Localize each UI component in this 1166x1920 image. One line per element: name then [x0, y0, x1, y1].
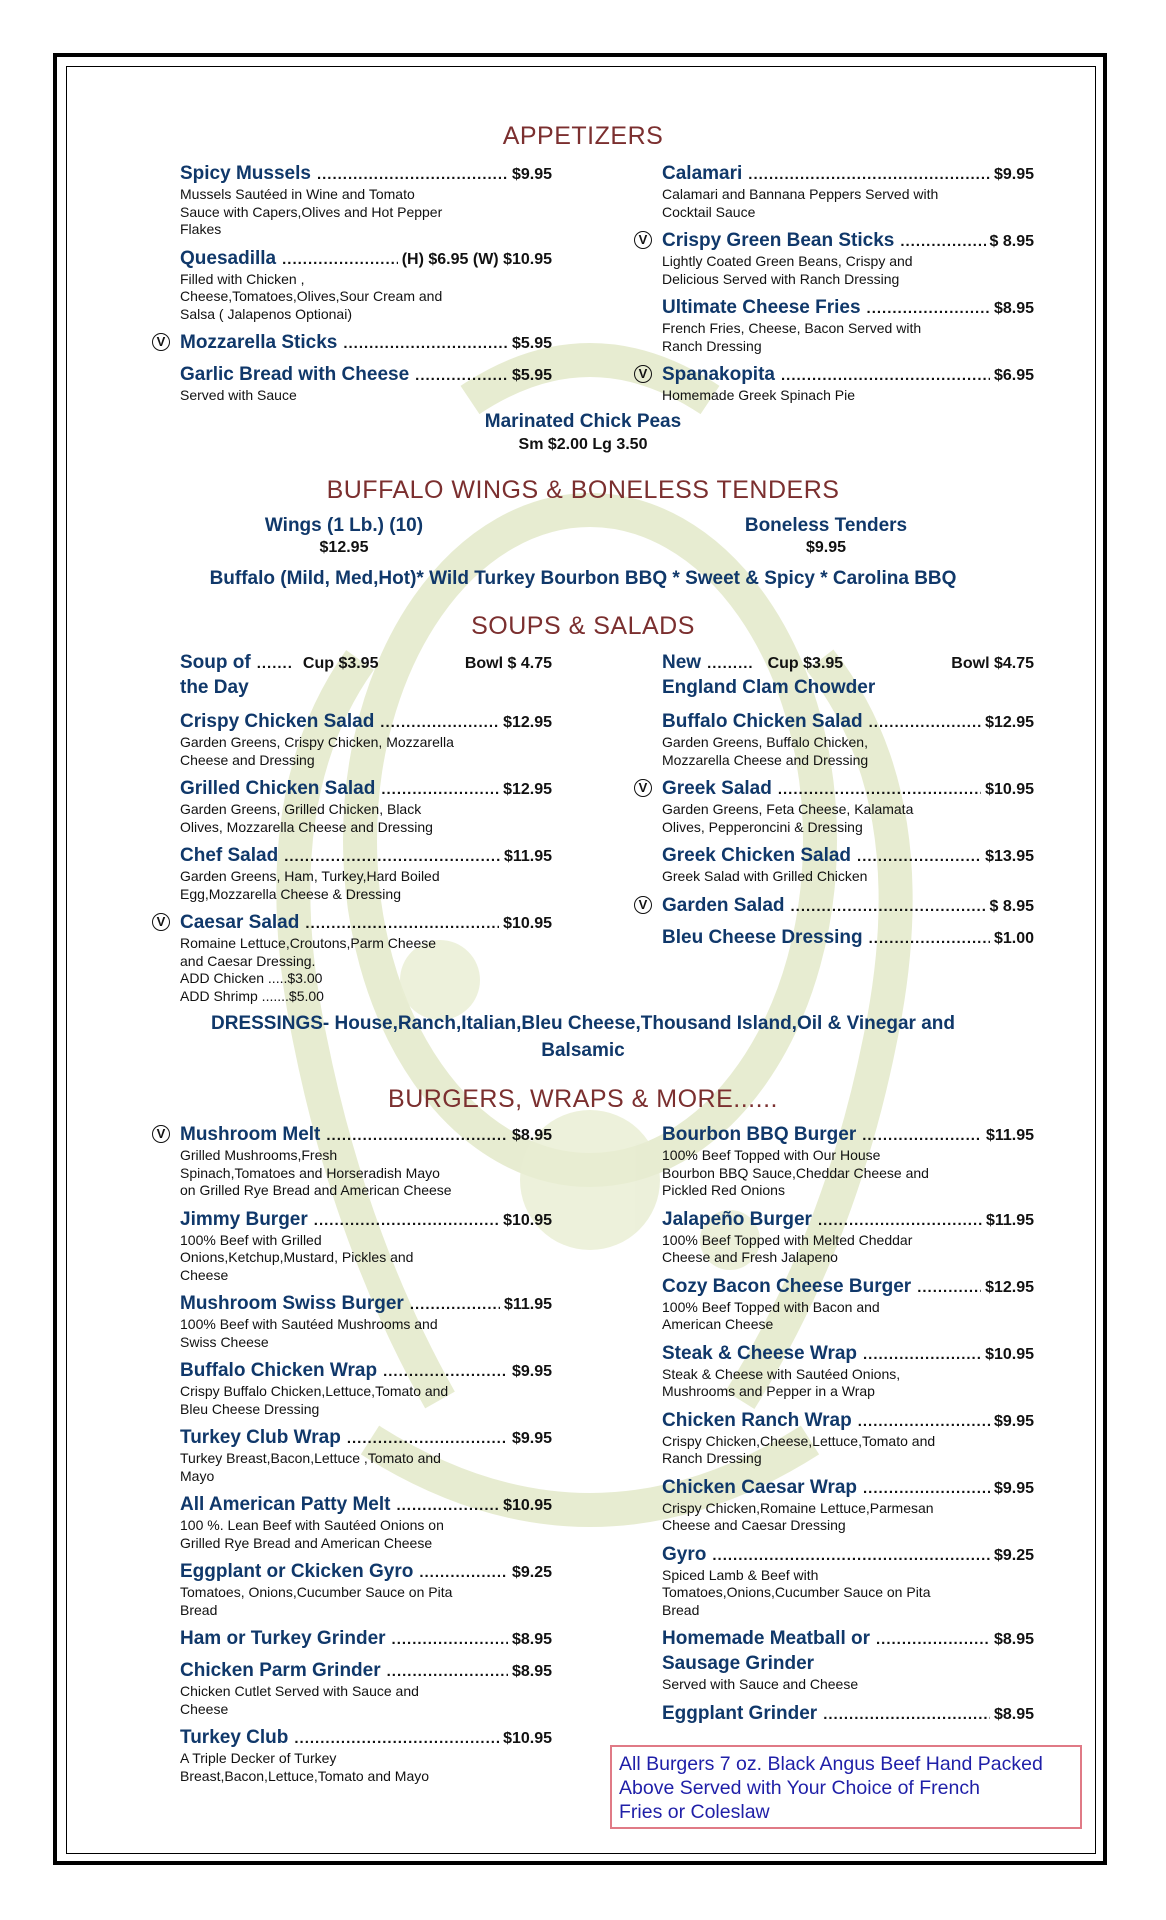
item-price: $9.25 — [993, 1546, 1034, 1564]
menu-item — [180, 711, 552, 769]
item-price: $11.95 — [503, 848, 552, 865]
item-name: Buffalo Chicken Salad — [662, 711, 863, 732]
menu-item — [662, 1343, 1034, 1401]
dot-leader — [282, 249, 398, 271]
item-name: Ultimate Cheese Fries — [662, 297, 861, 318]
item-description: Grilled Mushrooms,Fresh — [180, 1147, 338, 1163]
item-name: Gyro — [662, 1543, 707, 1565]
vegetarian-icon: V — [634, 779, 652, 797]
item-price: $11.95 — [503, 1296, 552, 1313]
wings-name: Wings (1 Lb.) (10) — [264, 515, 424, 536]
item-name: Garlic Bread with Cheese — [180, 364, 410, 385]
item-price: $10.95 — [985, 781, 1034, 798]
item-description: Swiss Cheese — [180, 1333, 269, 1350]
menu-item — [156, 912, 552, 1005]
menu-item — [638, 230, 1034, 288]
dot-leader — [294, 1728, 499, 1750]
item-name: Quesadilla — [180, 247, 277, 269]
item-description: Sauce with Capers,Olives and Hot Pepper — [180, 203, 443, 220]
menu-item — [662, 927, 1034, 950]
dot-leader — [347, 1428, 508, 1450]
item-price: $9.25 — [511, 1564, 552, 1581]
dot-leader — [383, 1361, 508, 1383]
item-price: $ 8.95 — [989, 233, 1034, 250]
item-description: 100% Beef with Sautéed Mushrooms and — [180, 1316, 438, 1332]
vegetarian-icon: V — [634, 365, 652, 383]
item-price: $9.95 — [511, 1430, 552, 1447]
item-description: Crispy Buffalo Chicken,Lettuce,Tomato and — [180, 1383, 449, 1399]
menu-item — [662, 1124, 1034, 1200]
item-description: Served with Sauce and Cheese — [662, 1676, 859, 1692]
dot-leader — [917, 1277, 981, 1299]
item-price: $8.95 — [511, 1631, 552, 1648]
item-name: Bleu Cheese Dressing — [662, 926, 863, 948]
item-name: Greek Salad — [662, 778, 772, 799]
chowder-name: New — [662, 652, 702, 673]
item-price: $12.95 — [503, 781, 552, 798]
burger-note-line-2: Above Served with Your Choice of French — [619, 1777, 980, 1799]
item-price: $9.95 — [993, 166, 1034, 183]
item-price: $12.95 — [985, 714, 1034, 731]
item-name: Eggplant Grinder — [662, 1702, 818, 1724]
item-description: Tomatoes, Onions,Cucumber Sauce on Pita — [180, 1584, 453, 1600]
item-name: Turkey Club — [180, 1727, 289, 1748]
menu-item — [662, 1410, 1034, 1468]
dot-leader — [869, 712, 981, 734]
soup-of-the-day: Soup of ....... Cup $3.95 Bowl $ 4.75 the Day — [180, 652, 552, 698]
menu-item — [662, 1209, 1034, 1267]
item-description: A Triple Decker of Turkey — [180, 1750, 337, 1766]
menu-item — [180, 1360, 552, 1418]
item-name: Crispy Chicken Salad — [180, 711, 375, 732]
item-name: Chicken Ranch Wrap — [662, 1409, 852, 1431]
item-name: Eggplant or Ckicken Gyro — [180, 1561, 414, 1582]
item-price: $8.95 — [993, 300, 1034, 317]
item-description: 100% Beef Topped with Melted Cheddar — [662, 1231, 913, 1248]
dot-leader — [857, 846, 981, 868]
dot-leader — [410, 1294, 500, 1316]
item-name: Mushroom Melt — [180, 1124, 321, 1145]
item-price: $9.95 — [993, 1412, 1034, 1430]
menu-item — [662, 1477, 1034, 1535]
item-description: Chicken Cutlet Served with Sauce and — [180, 1683, 419, 1699]
item-name: Turkey Club Wrap — [180, 1427, 341, 1448]
item-price: $10.95 — [503, 915, 552, 932]
item-description: Spinach,Tomatoes and Horseradish Mayo — [180, 1164, 440, 1181]
menu-item — [662, 1703, 1034, 1726]
item-price: $ 8.95 — [989, 897, 1034, 915]
item-price: $10.95 — [503, 1730, 552, 1747]
tenders-price: $9.95 — [805, 539, 847, 556]
menu-item — [180, 845, 552, 903]
item-price: $8.95 — [993, 1705, 1034, 1723]
item-description: Pickled Red Onions — [662, 1182, 785, 1198]
burgers-left-column — [156, 1124, 552, 1794]
item-price: $5.95 — [511, 367, 552, 384]
menu-item — [180, 778, 552, 836]
dot-leader — [419, 1562, 508, 1584]
section-title-appetizers: APPETIZERS — [502, 122, 664, 150]
dot-leader — [326, 1125, 508, 1147]
item-price: $8.95 — [993, 1631, 1034, 1648]
item-description: Lightly Coated Green Beans, Crispy and — [662, 253, 913, 269]
appetizers-left-column — [156, 163, 552, 414]
item-description: Turkey Breast,Bacon,Lettuce ,Tomato and — [180, 1450, 441, 1466]
menu-item — [180, 1727, 552, 1785]
menu-item — [180, 248, 552, 324]
dot-leader — [305, 913, 499, 935]
dot-leader — [867, 298, 990, 320]
menu-item — [180, 1660, 552, 1718]
item-price: (H) $6.95 (W) $10.95 — [401, 250, 552, 268]
item-name-line2: Sausage Grinder — [662, 1653, 815, 1674]
dot-leader — [863, 1478, 990, 1500]
item-description: ADD Chicken .....$3.00 — [180, 970, 323, 986]
item-name: Spanakopita — [662, 364, 775, 385]
wings-block — [194, 515, 494, 557]
wings-price: $12.95 — [319, 539, 369, 556]
section-title-soups: SOUPS & SALADS — [471, 612, 695, 640]
soup-name-line2: the Day — [180, 677, 249, 698]
menu-item — [156, 332, 552, 355]
item-price: $11.95 — [985, 1127, 1034, 1144]
burger-note-box — [610, 1745, 1082, 1829]
menu-item — [180, 364, 552, 405]
dot-leader — [712, 1545, 990, 1567]
dot-leader — [284, 846, 500, 868]
dot-leader — [778, 779, 981, 801]
item-description: French Fries, Cheese, Bacon Served with — [662, 320, 922, 336]
item-description: Bread — [662, 1601, 700, 1618]
item-name: Greek Chicken Salad — [662, 845, 852, 866]
item-name: Chicken Parm Grinder — [180, 1660, 381, 1681]
item-name: Caesar Salad — [180, 912, 300, 933]
vegetarian-icon: V — [634, 231, 652, 249]
item-description: Calamari and Bannana Peppers Served with — [662, 186, 939, 202]
item-price: $10.95 — [503, 1497, 552, 1514]
dot-leader — [863, 1344, 981, 1366]
item-description: American Cheese — [662, 1316, 774, 1332]
item-price: $9.95 — [511, 1363, 552, 1380]
dot-leader — [823, 1704, 990, 1726]
salads-right-column — [638, 711, 1034, 959]
menu-item — [180, 1427, 552, 1485]
dot-leader — [381, 779, 499, 801]
burger-note-line-3: Fries or Coleslaw — [619, 1801, 770, 1823]
item-description: 100 %. Lean Beef with Sautéed Onions on — [180, 1517, 444, 1533]
item-price: $9.95 — [993, 1479, 1034, 1497]
item-price: $8.95 — [511, 1663, 552, 1680]
item-name: Homemade Meatball or — [662, 1628, 870, 1649]
item-description: Garden Greens, Grilled Chicken, Black — [180, 801, 422, 817]
dot-leader — [314, 1210, 499, 1232]
dot-leader — [869, 928, 990, 950]
item-description: Bread — [180, 1601, 218, 1618]
item-description: Crispy Chicken,Cheese,Lettuce,Tomato and — [662, 1432, 936, 1449]
dot-leader — [748, 164, 990, 186]
item-description: Garden Greens, Ham, Turkey,Hard Boiled — [180, 868, 440, 884]
vegetarian-icon: V — [634, 896, 652, 914]
item-description: Mayo — [180, 1467, 215, 1484]
item-description: Cheese,Tomatoes,Olives,Sour Cream and — [180, 288, 443, 304]
tenders-name: Boneless Tenders — [744, 515, 908, 536]
item-name: Crispy Green Bean Sticks — [662, 230, 895, 251]
menu-item — [662, 711, 1034, 769]
item-description: Greek Salad with Grilled Chicken — [662, 868, 868, 884]
menu-item — [638, 778, 1034, 836]
dot-leader — [876, 1629, 990, 1651]
item-description: Garden Greens, Feta Cheese, Kalamata — [662, 801, 914, 817]
item-description: Cheese and Caesar Dressing — [662, 1517, 846, 1533]
dot-leader — [781, 365, 990, 387]
item-price: $12.95 — [503, 714, 552, 731]
item-description: Cheese — [180, 1266, 229, 1283]
item-description: Garden Greens, Crispy Chicken, Mozzarella — [180, 734, 454, 750]
item-description: Spiced Lamb & Beef with — [662, 1566, 819, 1583]
item-price: $10.95 — [985, 1345, 1034, 1363]
item-price: $13.95 — [985, 848, 1034, 865]
menu-item — [662, 297, 1034, 355]
item-name: Calamari — [662, 163, 743, 184]
item-description: Cocktail Sauce — [662, 203, 756, 220]
item-description: 100% Beef with Grilled — [180, 1231, 322, 1248]
item-name: Chicken Caesar Wrap — [662, 1476, 858, 1498]
item-description: Olives, Pepperoncini & Dressing — [662, 818, 863, 835]
item-description: Romaine Lettuce,Croutons,Parm Cheese — [180, 935, 437, 951]
soup-cup-price: Cup $3.95 — [302, 655, 379, 672]
item-description: and Caesar Dressing. — [180, 952, 316, 969]
item-description: Grilled Rye Bread and American Cheese — [180, 1534, 433, 1551]
item-name: Cozy Bacon Cheese Burger — [662, 1275, 912, 1297]
item-price: $6.95 — [993, 367, 1034, 384]
item-description: Steak & Cheese with Sautéed Onions, — [662, 1365, 901, 1382]
item-description: Mussels Sautéed in Wine and Tomato — [180, 186, 415, 202]
item-name: Grilled Chicken Salad — [180, 778, 376, 799]
item-description: Ranch Dressing — [662, 337, 762, 354]
item-description: Bourbon BBQ Sauce,Cheddar Cheese and — [662, 1164, 929, 1181]
item-name: All American Patty Melt — [180, 1494, 391, 1515]
dot-leader — [396, 1495, 499, 1517]
dot-leader — [343, 333, 508, 355]
item-description: Cheese and Fresh Jalapeno — [662, 1249, 838, 1265]
menu-item — [180, 1628, 552, 1651]
dressings-line-1: DRESSINGS- House,Ranch,Italian,Bleu Cheese,Thousand Island,Oil & Vinegar and — [211, 1013, 955, 1034]
menu-item — [156, 1124, 552, 1200]
item-description: Onions,Ketchup,Mustard, Pickles and — [180, 1249, 414, 1265]
chowder-cup-price: Cup $3.95 — [767, 655, 844, 672]
wing-sauces: Buffalo (Mild, Med,Hot)* Wild Turkey Bourbon BBQ * Sweet & Spicy * Carolina BBQ — [209, 568, 957, 589]
item-description: Crispy Chicken,Romaine Lettuce,Parmesan — [662, 1499, 934, 1516]
item-description: Filled with Chicken , — [180, 270, 305, 287]
item-price: $10.95 — [503, 1211, 552, 1229]
item-description: Olives, Mozzarella Cheese and Dressing — [180, 818, 433, 835]
dot-leader — [415, 365, 508, 387]
item-price: $11.95 — [985, 1211, 1034, 1229]
item-description: Ranch Dressing — [662, 1450, 762, 1466]
item-price: $9.95 — [511, 166, 552, 183]
clam-chowder: New ......... Cup $3.95 Bowl $4.75 England Clam Chowder — [662, 652, 1034, 698]
item-name: Chef Salad — [180, 845, 279, 866]
item-price: $5.95 — [511, 335, 552, 352]
menu-item — [638, 894, 1034, 918]
item-name: Jalapeño Burger — [662, 1208, 812, 1230]
dressings-line-2: Balsamic — [541, 1040, 625, 1061]
appetizers-right-column — [638, 163, 1034, 414]
section-title-burgers: BURGERS, WRAPS & MORE...... — [388, 1085, 778, 1113]
dot-leader — [818, 1210, 982, 1232]
section-title-wings: BUFFALO WINGS & BONELESS TENDERS — [326, 476, 840, 504]
item-description: Served with Sauce — [180, 387, 297, 403]
item-description: 100% Beef Topped with Bacon and — [662, 1298, 880, 1315]
chowder-bowl-price: Bowl $4.75 — [951, 655, 1034, 672]
soup-name: Soup of — [180, 652, 251, 673]
item-description: Cheese — [180, 1700, 229, 1717]
item-description: on Grilled Rye Bread and American Cheese — [180, 1182, 452, 1198]
item-price: $12.95 — [985, 1278, 1034, 1296]
item-description: 100% Beef Topped with Our House — [662, 1147, 881, 1163]
item-description: Delicious Served with Ranch Dressing — [662, 270, 900, 287]
item-description: Egg,Mozzarella Cheese & Dressing — [180, 885, 401, 902]
burger-note-line-1: All Burgers 7 oz. Black Angus Beef Hand Packed — [619, 1753, 1043, 1775]
menu-item — [662, 845, 1034, 886]
item-name: Spicy Mussels — [180, 163, 311, 184]
item-description: Breast,Bacon,Lettuce,Tomato and Mayo — [180, 1767, 430, 1784]
dot-leader — [791, 896, 986, 918]
item-description: Garden Greens, Buffalo Chicken, — [662, 734, 868, 750]
burgers-right-column — [662, 1124, 1034, 1735]
menu-item — [180, 163, 552, 239]
item-name: Mozzarella Sticks — [180, 332, 338, 353]
dot-leader — [380, 712, 499, 734]
menu-item — [180, 1209, 552, 1285]
item-description: ADD Shrimp .......$5.00 — [180, 987, 324, 1004]
chickpeas-name: Marinated Chick Peas — [484, 411, 682, 432]
item-name: Buffalo Chicken Wrap — [180, 1360, 378, 1381]
vegetarian-icon: V — [152, 333, 170, 351]
menu-item — [180, 1561, 552, 1619]
item-description: Bleu Cheese Dressing — [180, 1400, 320, 1417]
item-description: Mozzarella Cheese and Dressing — [662, 751, 869, 768]
menu-item — [662, 1628, 1034, 1694]
dot-leader — [862, 1125, 982, 1147]
item-description: Cheese and Dressing — [180, 751, 315, 768]
vegetarian-icon: V — [152, 913, 170, 931]
dot-leader — [317, 164, 508, 186]
dot-leader — [392, 1629, 508, 1651]
chickpeas-price: Sm $2.00 Lg 3.50 — [518, 436, 648, 453]
vegetarian-icon: V — [152, 1125, 170, 1143]
dot-leader — [900, 231, 985, 253]
item-description: Tomatoes,Onions,Cucumber Sauce on Pita — [662, 1584, 931, 1600]
item-name: Ham or Turkey Grinder — [180, 1628, 386, 1649]
dot-leader — [387, 1661, 508, 1683]
item-description: Flakes — [180, 221, 222, 237]
item-description: Mushrooms and Pepper in a Wrap — [662, 1383, 875, 1399]
chowder-name-line2: England Clam Chowder — [662, 677, 876, 698]
item-price: $1.00 — [993, 929, 1034, 947]
tenders-block — [676, 515, 976, 557]
soup-bowl-price: Bowl $ 4.75 — [464, 655, 552, 672]
salads-left-column — [156, 711, 552, 1014]
item-name: Mushroom Swiss Burger — [180, 1293, 404, 1314]
item-price: $8.95 — [511, 1127, 552, 1144]
menu-item — [662, 1544, 1034, 1620]
menu-item — [662, 163, 1034, 221]
item-description: Salsa ( Jalapenos Optionai) — [180, 305, 352, 322]
menu-item — [180, 1494, 552, 1552]
menu-item — [180, 1293, 552, 1351]
item-description: Homemade Greek Spinach Pie — [662, 387, 855, 403]
item-name: Bourbon BBQ Burger — [662, 1124, 857, 1145]
menu-item — [638, 364, 1034, 405]
menu-item — [662, 1276, 1034, 1334]
item-name: Jimmy Burger — [180, 1208, 308, 1230]
item-name: Garden Salad — [662, 894, 785, 916]
item-name: Steak & Cheese Wrap — [662, 1342, 858, 1364]
dot-leader — [858, 1411, 990, 1433]
